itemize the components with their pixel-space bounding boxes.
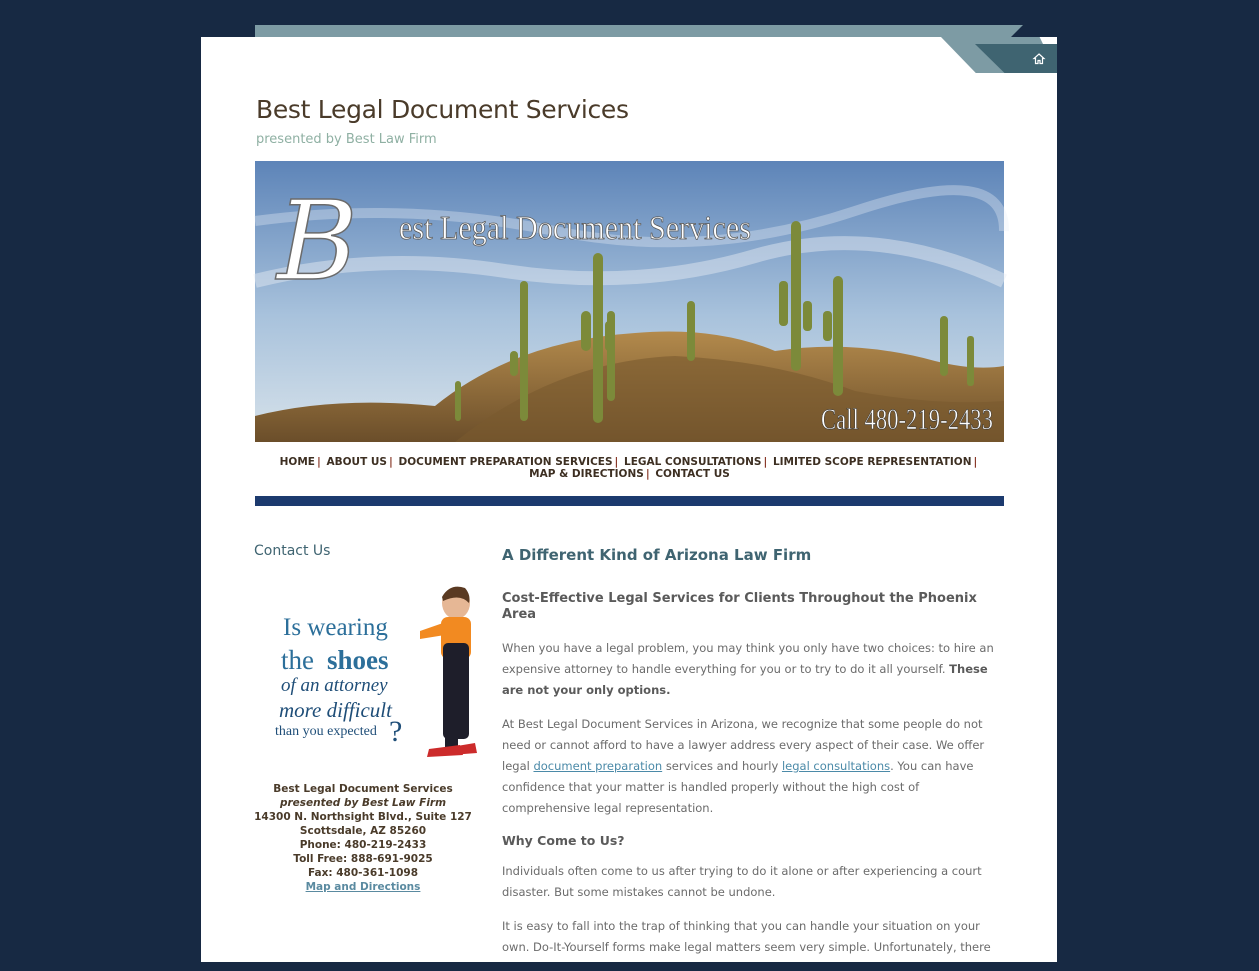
nav-divider-bar	[255, 496, 1004, 506]
site-subtitle: presented by Best Law Firm	[256, 132, 437, 147]
banner-logo-letter: B	[277, 177, 358, 305]
main-subheading: Cost-Effective Legal Services for Clients Throughout the Phoenix Area	[502, 591, 977, 622]
top-decor-strip	[255, 25, 1005, 37]
banner-image	[255, 161, 1004, 442]
ad-line2a: the	[281, 645, 314, 675]
paragraph-2-text-c: . You can have confidence that your matter is handled properly without the high cost of comprehensive legal representation.	[502, 759, 974, 815]
paragraph-2-text-a: At Best Legal Document Services in Arizona, we recognize that some people do not need or cannot afford to have a lawyer address every aspect of their case. We offer legal	[502, 717, 985, 773]
child-figure	[420, 587, 477, 757]
address-street: 14300 N. Northsight Blvd., Suite 127	[254, 811, 472, 823]
paragraph-2	[502, 714, 1005, 819]
nav-about-us[interactable]: ABOUT US	[326, 456, 387, 468]
paragraph-2-text-b: services and hourly	[665, 759, 779, 773]
paragraph-1-text: When you have a legal problem, you may think you only have two choices: to hire an expensive attorney to handle everything for you or to try to do it all yourself.	[502, 641, 994, 676]
sidebar-contact-heading[interactable]: Contact Us	[254, 543, 331, 559]
banner-logo-text: est Legal Document Services	[399, 210, 751, 247]
ad-line5: than you expected	[275, 724, 377, 739]
ad-line3: of an attorney	[281, 675, 388, 696]
legal-consultations-link[interactable]: legal consultations	[781, 759, 891, 773]
site-title[interactable]: Best Legal Document Services	[256, 95, 629, 124]
ad-line1: Is wearing	[283, 614, 388, 641]
sidebar-address	[245, 782, 481, 894]
nav-map-directions[interactable]: MAP & DIRECTIONS	[529, 468, 644, 480]
nav-separator: |	[316, 456, 321, 468]
paragraph-3: Individuals often come to us after trying to do it alone or after experiencing a court disaster. But some mistakes cannot be undone.	[502, 864, 982, 899]
nav-separator: |	[614, 456, 619, 468]
sidebar-ad-image[interactable]	[255, 583, 480, 773]
address-firm: Best Legal Document Services	[273, 783, 453, 795]
main-content	[502, 545, 1005, 971]
nav-separator: |	[763, 456, 768, 468]
home-icon[interactable]	[1033, 53, 1045, 65]
address-fax: Fax: 480-361-1098	[307, 867, 419, 879]
ad-line4: more difficult	[279, 698, 392, 722]
nav-home[interactable]: HOME	[279, 456, 315, 468]
nav-limited-scope[interactable]: LIMITED SCOPE REPRESENTATION	[772, 456, 972, 468]
banner-call-text: Call 480-219-2433	[821, 403, 993, 436]
page-container	[201, 37, 1057, 962]
nav-contact-us[interactable]: CONTACT US	[655, 468, 730, 480]
nav-legal-consultations[interactable]: LEGAL CONSULTATIONS	[624, 456, 762, 468]
main-heading: A Different Kind of Arizona Law Firm	[502, 546, 812, 564]
nav-separator: |	[973, 456, 978, 468]
address-city: Scottsdale, AZ 85260	[299, 825, 427, 837]
map-directions-link[interactable]: Map and Directions	[305, 881, 421, 893]
main-nav	[255, 456, 1004, 480]
ad-question-mark: ?	[389, 715, 403, 748]
nav-separator: |	[388, 456, 393, 468]
why-heading: Why Come to Us?	[502, 833, 625, 848]
document-preparation-link[interactable]: document preparation	[533, 759, 663, 773]
nav-separator: |	[645, 468, 650, 480]
paragraph-4: It is easy to fall into the trap of thinking that you can handle your situation on your own. Do-It-Yourself forms make legal matters seem very simple. Unfortunately, there	[502, 919, 991, 954]
address-tollfree: Toll Free: 888-691-9025	[293, 853, 433, 865]
ad-line2b: shoes	[327, 645, 389, 675]
address-phone: Phone: 480-219-2433	[299, 839, 427, 851]
paragraph-1-strong: These are not your only options.	[502, 662, 988, 697]
nav-document-preparation[interactable]: DOCUMENT PREPARATION SERVICES	[398, 456, 613, 468]
address-firm-sub: presented by Best Law Firm	[279, 797, 447, 809]
paragraph-1	[502, 638, 1005, 701]
